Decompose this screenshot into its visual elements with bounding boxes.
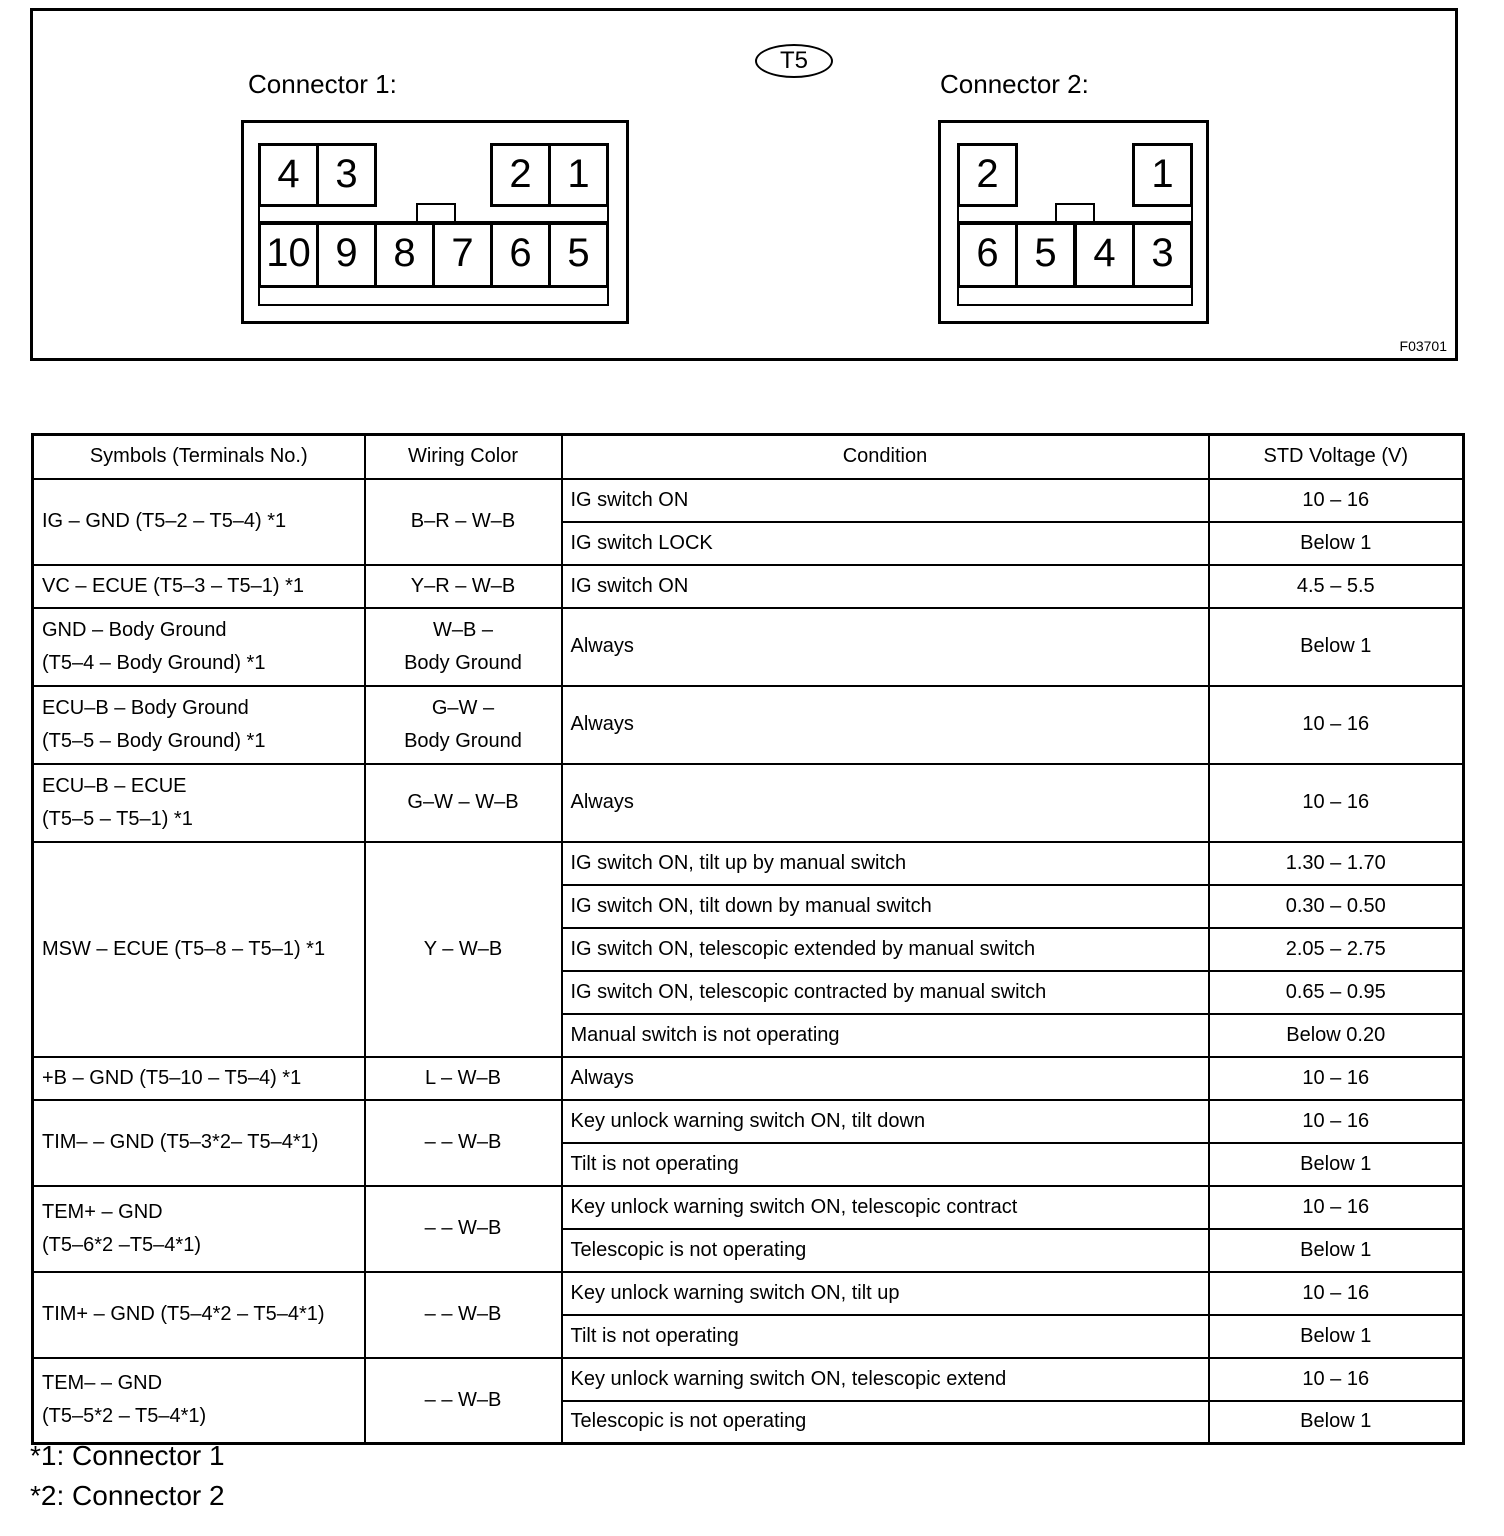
symbol-line-1: ECU–B – ECUE xyxy=(42,774,187,797)
voltage-cell: 10 – 16 xyxy=(1209,1186,1464,1229)
wiring-color-cell: L – W–B xyxy=(365,1057,562,1100)
symbol-line-2: (T5–6*2 –T5–4*1) xyxy=(42,1233,201,1256)
header-condition: Condition xyxy=(562,435,1209,479)
connector-2-lower-shelf xyxy=(957,288,1193,306)
wiring-color-cell: G–W – W–B xyxy=(365,764,562,842)
voltage-cell: 10 – 16 xyxy=(1209,1272,1464,1315)
voltage-cell: 10 – 16 xyxy=(1209,1057,1464,1100)
connector-1-pin: 6 xyxy=(490,222,551,288)
symbol-cell xyxy=(33,608,365,686)
connector-1-lower-shelf xyxy=(258,288,609,306)
voltage-cell: 10 – 16 xyxy=(1209,479,1464,522)
color-line-2: Body Ground xyxy=(404,729,522,752)
symbol-cell xyxy=(33,686,365,764)
symbol-line-1: ECU–B – Body Ground xyxy=(42,696,249,719)
voltage-cell: 10 – 16 xyxy=(1209,1358,1464,1401)
connector-1-pin: 10 xyxy=(258,222,319,288)
condition-cell: IG switch LOCK xyxy=(562,522,1209,565)
connector-2-label: Connector 2: xyxy=(940,69,1089,99)
wiring-color-cell: Y – W–B xyxy=(365,842,562,1057)
voltage-cell: Below 1 xyxy=(1209,522,1464,565)
header-wiring-color: Wiring Color xyxy=(365,435,562,479)
header-symbols: Symbols (Terminals No.) xyxy=(33,435,365,479)
condition-cell: Manual switch is not operating xyxy=(562,1014,1209,1057)
connector-1-pin: 9 xyxy=(316,222,377,288)
condition-cell: IG switch ON xyxy=(562,565,1209,608)
connector-1-label: Connector 1: xyxy=(248,69,397,99)
table-row xyxy=(33,1057,1464,1100)
color-line-1: W–B – xyxy=(432,618,494,641)
voltage-cell: 10 – 16 xyxy=(1209,686,1464,764)
symbol-cell: VC – ECUE (T5–3 – T5–1) *1 xyxy=(33,565,365,608)
symbol-line-1: TEM+ – GND xyxy=(42,1200,163,1223)
connector-1-pin: 3 xyxy=(316,143,377,207)
symbol-line-1: TEM– – GND xyxy=(42,1372,163,1395)
voltage-cell: Below 1 xyxy=(1209,1143,1464,1186)
symbol-cell: IG – GND (T5–2 – T5–4) *1 xyxy=(33,479,365,565)
wiring-color-cell: Y–R – W–B xyxy=(365,565,562,608)
wiring-color-cell xyxy=(365,686,562,764)
condition-cell: Key unlock warning switch ON, tilt up xyxy=(562,1272,1209,1315)
table-row xyxy=(33,565,1464,608)
connector-2-pin: 5 xyxy=(1015,222,1076,288)
t5-badge: T5 xyxy=(755,44,833,78)
symbol-cell: TIM– – GND (T5–3*2– T5–4*1) xyxy=(33,1100,365,1186)
symbol-cell xyxy=(33,764,365,842)
table-row xyxy=(33,1272,1464,1315)
table-row xyxy=(33,842,1464,885)
wiring-color-cell: B–R – W–B xyxy=(365,479,562,565)
color-line-2: Body Ground xyxy=(404,651,522,674)
connector-1-pin: 1 xyxy=(548,143,609,207)
wiring-color-cell: – – W–B xyxy=(365,1272,562,1358)
table-header-row xyxy=(33,435,1464,479)
condition-cell: Key unlock warning switch ON, telescopic contract xyxy=(562,1186,1209,1229)
connector-1-pin: 2 xyxy=(490,143,551,207)
connector-1-pin: 7 xyxy=(432,222,493,288)
connector-1-pin: 8 xyxy=(374,222,435,288)
voltage-cell: 0.30 – 0.50 xyxy=(1209,885,1464,928)
voltage-cell: 10 – 16 xyxy=(1209,764,1464,842)
symbol-cell: +B – GND (T5–10 – T5–4) *1 xyxy=(33,1057,365,1100)
condition-cell: Always xyxy=(562,1057,1209,1100)
wiring-color-cell: – – W–B xyxy=(365,1358,562,1444)
figure-code: F03701 xyxy=(1399,338,1447,354)
voltage-cell: 2.05 – 2.75 xyxy=(1209,928,1464,971)
connector-2-pin: 1 xyxy=(1132,143,1193,207)
voltage-cell: 0.65 – 0.95 xyxy=(1209,971,1464,1014)
symbol-cell: TIM+ – GND (T5–4*2 – T5–4*1) xyxy=(33,1272,365,1358)
wiring-color-cell xyxy=(365,608,562,686)
connector-2-pin: 6 xyxy=(957,222,1018,288)
wiring-color-cell: – – W–B xyxy=(365,1100,562,1186)
connector-1-housing xyxy=(241,120,629,324)
table-row xyxy=(33,1186,1464,1229)
voltage-cell: Below 0.20 xyxy=(1209,1014,1464,1057)
connector-1-upper-shelf xyxy=(258,207,609,223)
condition-cell: IG switch ON, tilt down by manual switch xyxy=(562,885,1209,928)
symbol-cell xyxy=(33,1186,365,1272)
connector-1-pin: 5 xyxy=(548,222,609,288)
connector-2-pin: 4 xyxy=(1074,222,1135,288)
condition-cell: IG switch ON xyxy=(562,479,1209,522)
voltage-cell: Below 1 xyxy=(1209,1401,1464,1444)
symbol-line-2: (T5–5 – T5–1) *1 xyxy=(42,807,193,830)
condition-cell: Key unlock warning switch ON, tilt down xyxy=(562,1100,1209,1143)
voltage-cell: 1.30 – 1.70 xyxy=(1209,842,1464,885)
table-row xyxy=(33,608,1464,686)
symbol-cell: MSW – ECUE (T5–8 – T5–1) *1 xyxy=(33,842,365,1057)
condition-cell: IG switch ON, telescopic extended by manual switch xyxy=(562,928,1209,971)
table-row xyxy=(33,479,1464,522)
voltage-cell: Below 1 xyxy=(1209,608,1464,686)
voltage-cell: 4.5 – 5.5 xyxy=(1209,565,1464,608)
voltage-spec-table xyxy=(31,433,1465,1445)
symbol-line-1: GND – Body Ground xyxy=(42,618,227,641)
symbol-line-2: (T5–5*2 – T5–4*1) xyxy=(42,1405,207,1428)
condition-cell: IG switch ON, telescopic contracted by manual switch xyxy=(562,971,1209,1014)
color-line-1: G–W – xyxy=(431,696,495,719)
condition-cell: Always xyxy=(562,764,1209,842)
footnote-connector-2: *2: Connector 2 xyxy=(30,1480,225,1511)
symbol-line-2: (T5–4 – Body Ground) *1 xyxy=(42,651,266,674)
header-std-voltage: STD Voltage (V) xyxy=(1209,435,1464,479)
table-row xyxy=(33,1100,1464,1143)
voltage-cell: Below 1 xyxy=(1209,1315,1464,1358)
condition-cell: Tilt is not operating xyxy=(562,1315,1209,1358)
condition-cell: Telescopic is not operating xyxy=(562,1229,1209,1272)
condition-cell: Telescopic is not operating xyxy=(562,1401,1209,1444)
table-row xyxy=(33,1358,1464,1401)
condition-cell: IG switch ON, tilt up by manual switch xyxy=(562,842,1209,885)
table-row xyxy=(33,686,1464,764)
condition-cell: Always xyxy=(562,686,1209,764)
connector-2-upper-shelf xyxy=(957,207,1193,223)
connector-2-pin: 2 xyxy=(957,143,1018,207)
connector-1-pin: 4 xyxy=(258,143,319,207)
voltage-cell: Below 1 xyxy=(1209,1229,1464,1272)
condition-cell: Key unlock warning switch ON, telescopic extend xyxy=(562,1358,1209,1401)
condition-cell: Always xyxy=(562,608,1209,686)
footnote-connector-1: *1: Connector 1 xyxy=(30,1440,225,1471)
symbol-line-2: (T5–5 – Body Ground) *1 xyxy=(42,729,266,752)
symbol-cell xyxy=(33,1358,365,1444)
wiring-color-cell: – – W–B xyxy=(365,1186,562,1272)
connector-2-housing xyxy=(938,120,1209,324)
voltage-cell: 10 – 16 xyxy=(1209,1100,1464,1143)
connector-diagram xyxy=(30,8,1458,361)
connector-2-pin: 3 xyxy=(1132,222,1193,288)
table-row xyxy=(33,764,1464,842)
condition-cell: Tilt is not operating xyxy=(562,1143,1209,1186)
